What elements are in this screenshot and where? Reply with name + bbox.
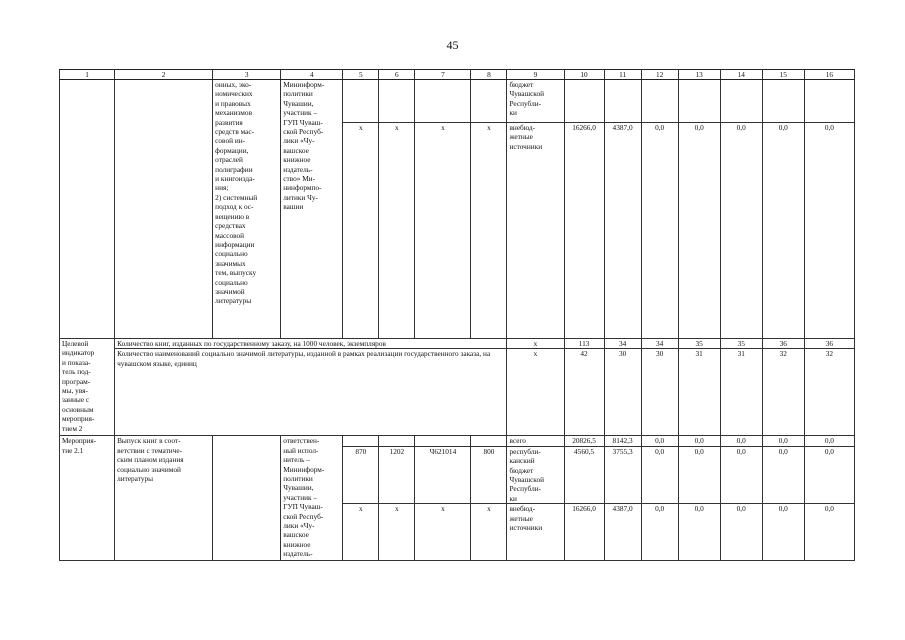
code-cell: 800 <box>471 446 507 503</box>
value-cell: 31 <box>678 349 720 436</box>
code-cell: 870 <box>343 446 379 503</box>
value-cell: 4387,0 <box>604 504 641 561</box>
funding-source-cell: внебюд- жетные источники <box>507 504 564 561</box>
header-cell: 15 <box>762 70 804 80</box>
empty-cell <box>379 80 415 123</box>
code-cell <box>343 436 379 446</box>
header-cell: 5 <box>343 70 379 80</box>
value-cell: 0,0 <box>641 436 678 446</box>
value-cell: 32 <box>762 349 804 436</box>
code-cell <box>379 436 415 446</box>
value-cell: 113 <box>564 339 604 349</box>
event-description: Выпуск книг в соот- ветствии с тематиче- ским планом издания социально значимой литературы <box>115 436 213 561</box>
code-cell: 1202 <box>379 446 415 503</box>
value-cell: 0,0 <box>804 446 854 503</box>
code-cell: x <box>379 123 415 339</box>
empty-cell <box>213 436 281 561</box>
header-cell: 13 <box>678 70 720 80</box>
value-cell: 0,0 <box>804 436 854 446</box>
value-cell: 0,0 <box>678 446 720 503</box>
value-cell: 4560,5 <box>564 446 604 503</box>
value-cell: 0,0 <box>720 436 762 446</box>
value-cell: 0,0 <box>641 504 678 561</box>
value-cell: 30 <box>641 349 678 436</box>
header-cell: 10 <box>564 70 604 80</box>
code-cell: x <box>379 504 415 561</box>
empty-cell <box>720 80 762 123</box>
value-cell: 0,0 <box>641 446 678 503</box>
code-cell: x <box>471 504 507 561</box>
value-cell: 36 <box>804 339 854 349</box>
page-number: 45 <box>446 38 459 52</box>
header-cell: 9 <box>507 70 564 80</box>
funding-source-cell: республи- канский бюджет Чувашской Республи- ки <box>507 446 564 503</box>
responsible-cell: Мининформ- политики Чувашии, участник – ГУП Чуваш- ской Респуб- лики «Чу- вашское книжное издатель- ство» Ми- нинформпо- литики Чу- вашии <box>281 80 343 339</box>
value-cell: 42 <box>564 349 604 436</box>
funding-source-cell: внебюд- жетные источники <box>507 123 564 339</box>
value-cell: 0,0 <box>762 504 804 561</box>
value-cell: 0,0 <box>641 123 678 339</box>
value-cell: 34 <box>641 339 678 349</box>
code-cell <box>415 436 471 446</box>
code-cell: x <box>471 123 507 339</box>
funding-source-cell: бюджет Чувашской Республи- ки <box>507 80 564 123</box>
header-cell: 16 <box>804 70 854 80</box>
empty-cell <box>115 80 213 339</box>
responsible-cell: ответствен- ный испол- нитель – Мининформ- политики Чувашии, участник – ГУП Чуваш- ской Респуб- лики «Чу- вашское книжное издатель- <box>281 436 343 561</box>
indicator-row <box>60 349 855 436</box>
empty-cell <box>471 80 507 123</box>
indicator-text: Количество книг, изданных по государственному заказу, на 1000 человек, экземпляров <box>115 339 507 349</box>
indicator-text: Количество наименований социально значимой литературы, изданной в рамках реализации государственного заказа, на чувашском языке, единиц <box>115 349 507 436</box>
value-cell: 31 <box>720 349 762 436</box>
value-cell: 0,0 <box>804 504 854 561</box>
empty-cell <box>804 80 854 123</box>
value-cell: 34 <box>604 339 641 349</box>
empty-cell <box>604 80 641 123</box>
code-cell: x <box>415 504 471 561</box>
header-cell: 3 <box>213 70 281 80</box>
value-cell: 20826,5 <box>564 436 604 446</box>
code-cell <box>471 436 507 446</box>
event-row <box>60 436 855 446</box>
header-cell: 4 <box>281 70 343 80</box>
value-cell: 0,0 <box>720 504 762 561</box>
empty-cell <box>564 80 604 123</box>
empty-cell <box>343 80 379 123</box>
value-cell: 0,0 <box>678 504 720 561</box>
value-cell: 32 <box>804 349 854 436</box>
value-cell: 36 <box>762 339 804 349</box>
value-cell: 35 <box>678 339 720 349</box>
table-row <box>60 80 855 123</box>
header-cell: 7 <box>415 70 471 80</box>
value-cell: 16266,0 <box>564 123 604 339</box>
header-cell: 6 <box>379 70 415 80</box>
header-cell: 2 <box>115 70 213 80</box>
empty-cell <box>60 80 115 339</box>
tasks-cell: онных, эко- номических и правовых механизмов развития средств мас- совой ин- формации, отраслей полиграфии и книгоизда- ния; 2) системный подход к ос- вещению в средствах массовой информации социально значимых тем, выпуску социально значимой литературы <box>213 80 281 339</box>
value-cell: 4387,0 <box>604 123 641 339</box>
empty-cell <box>415 80 471 123</box>
event-label: Мероприя- тие 2.1 <box>60 436 115 561</box>
header-cell: 12 <box>641 70 678 80</box>
program-table <box>59 69 855 561</box>
indicator-label: Целевой индикатор и показа- тель под- програм- мы, увя- занные с основным мероприя- тием 2 <box>60 339 115 436</box>
value-cell: 30 <box>604 349 641 436</box>
code-cell: x <box>507 339 564 349</box>
value-cell: 8142,3 <box>604 436 641 446</box>
value-cell: 0,0 <box>762 123 804 339</box>
code-cell: x <box>507 349 564 436</box>
code-cell: x <box>343 504 379 561</box>
code-cell: Ч621014 <box>415 446 471 503</box>
value-cell: 35 <box>720 339 762 349</box>
column-number-row <box>60 70 855 80</box>
funding-source-cell: всего <box>507 436 564 446</box>
header-cell: 1 <box>60 70 115 80</box>
value-cell: 0,0 <box>804 123 854 339</box>
indicator-row <box>60 339 855 349</box>
code-cell: x <box>415 123 471 339</box>
value-cell: 0,0 <box>762 446 804 503</box>
empty-cell <box>678 80 720 123</box>
value-cell: 0,0 <box>762 436 804 446</box>
value-cell: 0,0 <box>720 446 762 503</box>
value-cell: 16266,0 <box>564 504 604 561</box>
header-cell: 14 <box>720 70 762 80</box>
empty-cell <box>641 80 678 123</box>
value-cell: 3755,3 <box>604 446 641 503</box>
header-cell: 11 <box>604 70 641 80</box>
empty-cell <box>762 80 804 123</box>
header-cell: 8 <box>471 70 507 80</box>
code-cell: x <box>343 123 379 339</box>
value-cell: 0,0 <box>678 123 720 339</box>
value-cell: 0,0 <box>720 123 762 339</box>
value-cell: 0,0 <box>678 436 720 446</box>
